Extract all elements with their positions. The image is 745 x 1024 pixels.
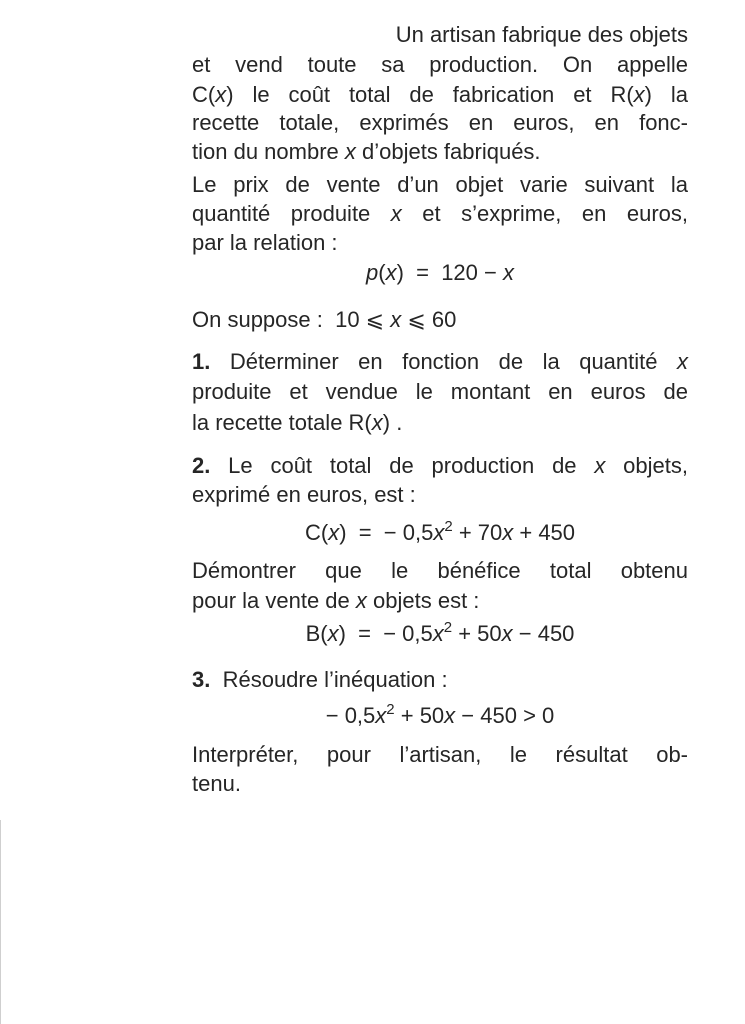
superscript: 2 — [444, 518, 453, 535]
text-segment: ⩽ 60 — [401, 307, 457, 332]
text-segment: Un artisan fabrique des objets — [395, 22, 688, 47]
text-segment: Résoudre l’inéquation : — [210, 667, 448, 692]
text-line — [192, 452, 688, 480]
text-segment: exprimé en euros, est : — [192, 482, 416, 507]
text-line — [192, 378, 688, 406]
text-line — [192, 81, 688, 109]
text-segment: x — [390, 307, 402, 332]
text-segment: d’objets fabriqués. — [355, 139, 541, 164]
text-line — [192, 306, 688, 334]
text-segment: x — [215, 82, 227, 107]
text-line — [192, 200, 688, 228]
text-segment: Le coût total de production de — [210, 453, 595, 478]
text-segment: et vend toute sa production. On appelle — [192, 52, 688, 77]
text-segment: + 50 — [452, 621, 502, 646]
text-segment: ) la — [644, 82, 689, 107]
text-segment: ( — [378, 260, 386, 285]
text-line — [192, 138, 688, 166]
text-segment: x — [327, 621, 339, 646]
text-segment: pour la vente de — [192, 588, 356, 613]
text-segment: − 450 — [512, 621, 575, 646]
text-segment: On suppose : 10 ⩽ — [192, 307, 391, 332]
text-segment: par la relation : — [192, 230, 338, 255]
text-segment: x — [433, 520, 445, 545]
text-line — [192, 21, 688, 49]
text-segment: x — [328, 520, 340, 545]
text-segment: tenu. — [192, 771, 241, 796]
text-segment: ) = 120 − — [396, 260, 503, 285]
text-segment: objets, — [605, 453, 688, 478]
text-segment: produite et vendue le montant en euros de — [192, 379, 688, 404]
text-line — [192, 770, 688, 798]
text-segment: x — [375, 703, 387, 728]
text-segment: − 450 > 0 — [455, 703, 555, 728]
text-segment: x — [355, 588, 367, 613]
text-segment: C( — [304, 520, 329, 545]
question-number: 1. — [192, 349, 211, 374]
text-line — [250, 259, 630, 287]
text-segment: Interpréter, pour l’artisan, le résultat ob- — [192, 742, 688, 767]
text-segment: Déterminer en fonction de la quantité — [210, 349, 677, 374]
text-segment: ) = − 0,5 — [338, 621, 433, 646]
text-segment: B( — [305, 621, 328, 646]
text-segment: ) = − 0,5 — [339, 520, 434, 545]
text-segment: objets est : — [366, 588, 480, 613]
text-segment: ) le coût total de fabrication et R( — [226, 82, 634, 107]
text-segment: C( — [192, 82, 216, 107]
text-segment: x — [432, 621, 444, 646]
text-segment: x — [502, 260, 514, 285]
text-segment: + 450 — [513, 520, 576, 545]
text-line — [192, 481, 688, 509]
text-segment: Démontrer que le bénéfice total obtenu — [192, 558, 688, 583]
text-segment: x — [677, 349, 688, 374]
text-segment: x — [502, 520, 514, 545]
page-edge-line — [0, 820, 1, 1024]
text-segment: x — [594, 453, 606, 478]
text-line — [250, 702, 630, 730]
question-number: 3. — [192, 667, 211, 692]
text-segment: − 0,5 — [325, 703, 376, 728]
text-segment: et s’exprime, en euros, — [401, 201, 688, 226]
text-segment: x — [344, 139, 356, 164]
superscript: 2 — [443, 619, 453, 636]
text-line — [192, 666, 688, 694]
text-line — [192, 741, 688, 769]
text-segment: ) . — [382, 410, 403, 435]
text-segment: Le prix de vente d’un objet varie suivant la — [192, 172, 688, 197]
text-line — [192, 557, 688, 585]
text-segment: x — [390, 201, 402, 226]
text-segment: + 70 — [452, 520, 503, 545]
text-segment: tion du nombre — [192, 139, 345, 164]
text-segment: p — [366, 260, 379, 285]
text-line — [250, 620, 630, 648]
text-line — [192, 409, 688, 437]
text-segment: la recette totale R( — [192, 410, 372, 435]
text-segment: x — [385, 260, 397, 285]
text-line — [192, 348, 688, 376]
text-segment: recette totale, exprimés en euros, en fonc- — [192, 110, 688, 135]
text-line — [192, 171, 688, 199]
text-line — [192, 51, 688, 79]
question-number: 2. — [192, 453, 211, 478]
text-line — [250, 519, 630, 547]
text-segment: x — [501, 621, 513, 646]
text-segment: x — [371, 410, 383, 435]
text-segment: + 50 — [394, 703, 445, 728]
superscript: 2 — [386, 701, 395, 718]
text-line — [192, 109, 688, 137]
text-segment: quantité produite — [192, 201, 391, 226]
text-segment: x — [444, 703, 456, 728]
text-line — [192, 229, 688, 257]
text-segment: x — [633, 82, 645, 107]
text-line — [192, 587, 688, 615]
